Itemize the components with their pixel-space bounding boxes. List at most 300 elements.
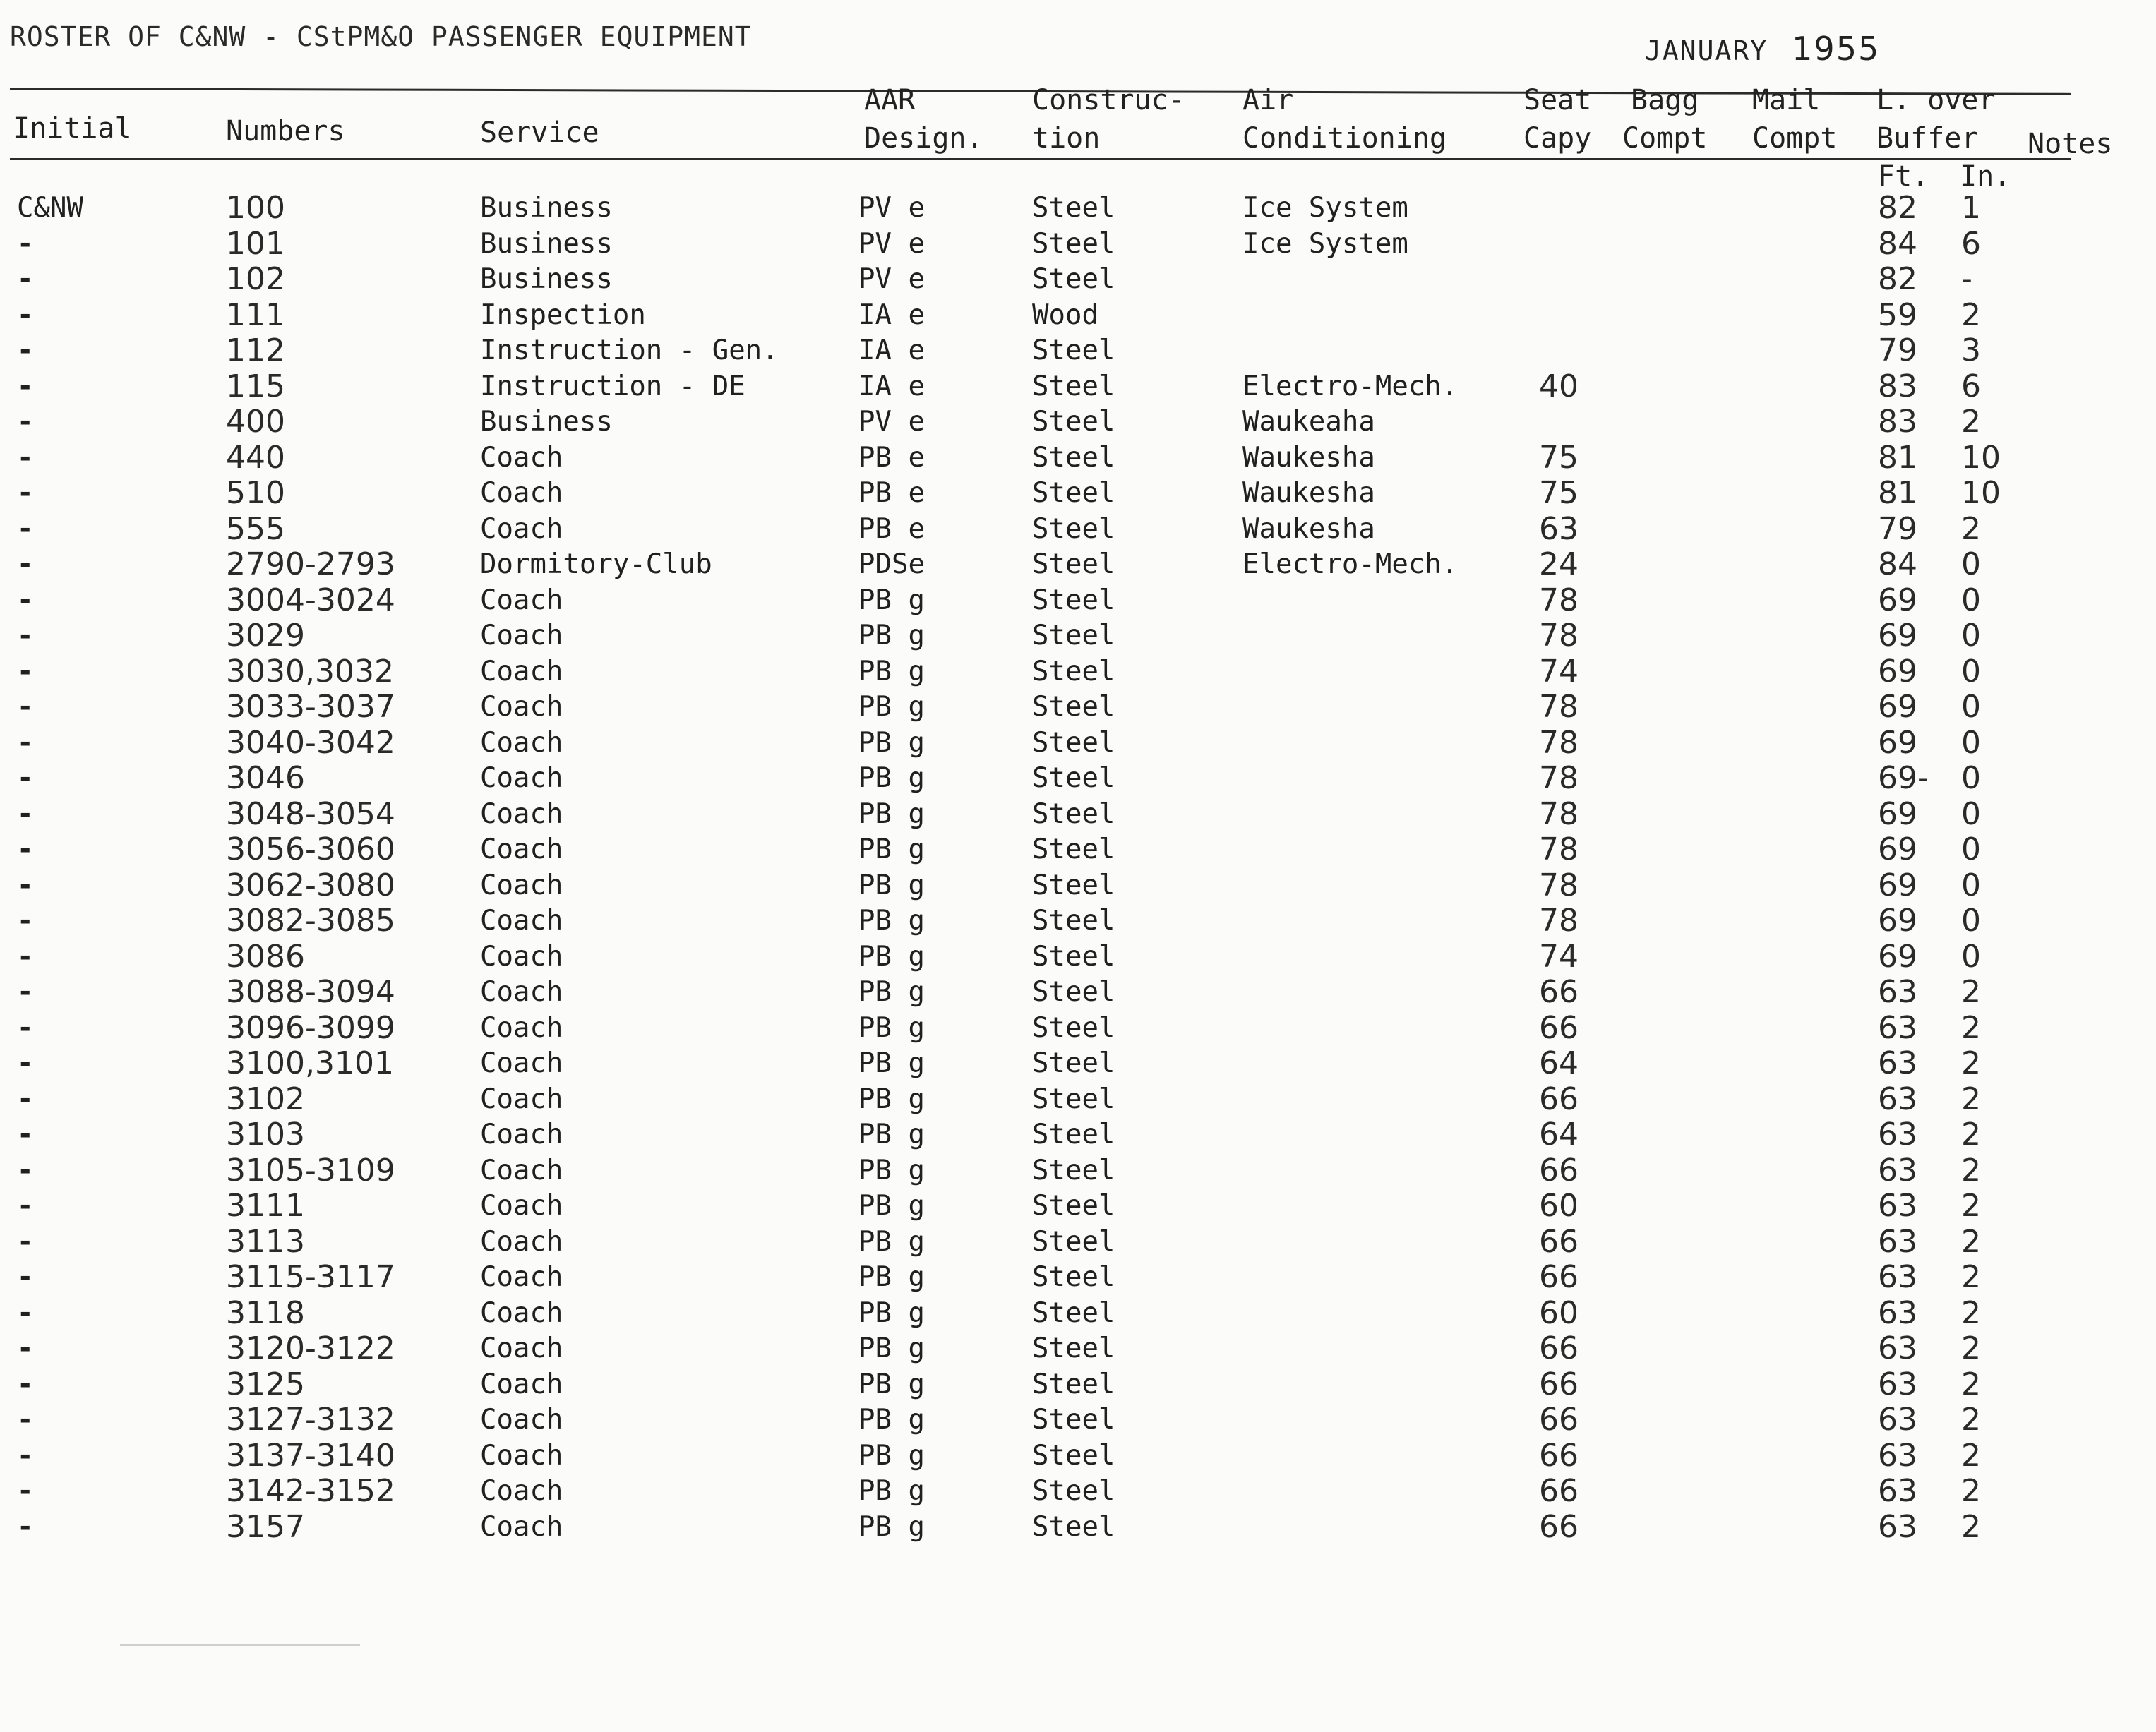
cell-initial: - bbox=[17, 620, 34, 651]
cell-length-in: 0 bbox=[1961, 831, 1981, 867]
cell-seat-capacity: 66 bbox=[1539, 1081, 1579, 1117]
cell-service: Coach bbox=[480, 1119, 563, 1150]
cell-service: Inspection bbox=[480, 299, 646, 331]
cell-initial: - bbox=[17, 1083, 34, 1115]
cell-initial: - bbox=[17, 1119, 34, 1150]
cell-seat-capacity: 64 bbox=[1539, 1045, 1579, 1081]
cell-service: Coach bbox=[480, 655, 563, 687]
table-row bbox=[0, 868, 2156, 903]
cell-aar-design: PB g bbox=[858, 1475, 925, 1507]
cell-numbers: 3103 bbox=[226, 1117, 305, 1153]
cell-aar-design: PB g bbox=[858, 762, 925, 794]
cell-numbers: 115 bbox=[226, 368, 285, 404]
cell-length-in: 0 bbox=[1961, 546, 1981, 582]
cell-construction: Steel bbox=[1032, 1510, 1115, 1543]
cell-numbers: 111 bbox=[226, 296, 285, 333]
cell-seat-capacity: 74 bbox=[1539, 653, 1579, 690]
table-row bbox=[0, 726, 2156, 761]
table-row bbox=[0, 227, 2156, 262]
cell-service: Coach bbox=[480, 512, 563, 545]
table-row bbox=[0, 547, 2156, 582]
cell-aar-design: PB g bbox=[858, 584, 925, 616]
cell-numbers: 3118 bbox=[226, 1294, 305, 1331]
table-row bbox=[0, 654, 2156, 690]
cell-service: Business bbox=[480, 227, 613, 260]
header-seat-1: Seat bbox=[1523, 84, 1592, 116]
cell-length-ft: 63 bbox=[1878, 1081, 1917, 1117]
cell-aar-design: PV e bbox=[858, 263, 925, 295]
cell-numbers: 3125 bbox=[226, 1366, 305, 1402]
cell-aar-design: PB g bbox=[858, 1083, 925, 1115]
cell-initial: - bbox=[17, 227, 34, 260]
cell-initial: - bbox=[17, 1510, 34, 1543]
cell-aar-design: PB g bbox=[858, 976, 925, 1008]
cell-numbers: 3102 bbox=[226, 1081, 305, 1117]
cell-numbers: 3105-3109 bbox=[226, 1152, 395, 1189]
cell-construction: Steel bbox=[1032, 1404, 1115, 1436]
table-row bbox=[0, 975, 2156, 1010]
header-mail-2: Compt bbox=[1752, 122, 1838, 155]
cell-aar-design: PB g bbox=[858, 1154, 925, 1186]
cell-construction: Steel bbox=[1032, 620, 1115, 651]
cell-initial: - bbox=[17, 1190, 34, 1222]
cell-length-ft: 82 bbox=[1878, 261, 1917, 297]
cell-air-conditioning: Waukesha bbox=[1242, 512, 1375, 545]
cell-aar-design: PB g bbox=[858, 1119, 925, 1150]
cell-construction: Steel bbox=[1032, 976, 1115, 1008]
cell-length-ft: 81 bbox=[1878, 439, 1917, 476]
cell-length-ft: 63 bbox=[1878, 1508, 1917, 1545]
cell-construction: Steel bbox=[1032, 691, 1115, 723]
cell-numbers: 101 bbox=[226, 225, 285, 262]
cell-length-ft: 84 bbox=[1878, 225, 1917, 262]
cell-aar-design: PB g bbox=[858, 655, 925, 687]
cell-initial: - bbox=[17, 263, 34, 295]
cell-air-conditioning: Waukesha bbox=[1242, 441, 1375, 474]
cell-service: Instruction - Gen. bbox=[480, 335, 779, 366]
cell-construction: Steel bbox=[1032, 1047, 1115, 1079]
table-row bbox=[0, 1510, 2156, 1545]
cell-length-in: 0 bbox=[1961, 653, 1981, 690]
header-length-ft: Ft. bbox=[1878, 160, 1929, 193]
cell-initial: - bbox=[17, 335, 34, 366]
cell-service: Dormitory-Club bbox=[480, 548, 712, 580]
cell-length-in: 2 bbox=[1961, 1152, 1981, 1189]
cell-seat-capacity: 78 bbox=[1539, 903, 1579, 939]
cell-initial: - bbox=[17, 477, 34, 509]
header-notes: Notes bbox=[2028, 128, 2113, 160]
cell-length-in: 2 bbox=[1961, 296, 1981, 333]
cell-initial: - bbox=[17, 406, 34, 438]
cell-length-in: 2 bbox=[1961, 404, 1981, 440]
cell-length-in: 2 bbox=[1961, 1223, 1981, 1260]
table-row bbox=[0, 1153, 2156, 1189]
table-row bbox=[0, 369, 2156, 404]
cell-numbers: 3086 bbox=[226, 938, 305, 975]
header-construction-2: tion bbox=[1032, 122, 1101, 155]
cell-air-conditioning: Ice System bbox=[1242, 227, 1408, 260]
cell-construction: Steel bbox=[1032, 1154, 1115, 1186]
cell-aar-design: IA e bbox=[858, 335, 925, 366]
cell-numbers: 3056-3060 bbox=[226, 831, 395, 867]
cell-length-in: 2 bbox=[1961, 1259, 1981, 1295]
cell-length-ft: 63 bbox=[1878, 1437, 1917, 1474]
cell-air-conditioning: Electro-Mech. bbox=[1242, 370, 1459, 402]
cell-construction: Steel bbox=[1032, 1119, 1115, 1150]
cell-length-in: 0 bbox=[1961, 724, 1981, 761]
cell-initial: - bbox=[17, 1047, 34, 1079]
cell-construction: Steel bbox=[1032, 512, 1115, 545]
cell-service: Coach bbox=[480, 1439, 563, 1472]
header-seat-2: Capy bbox=[1523, 122, 1592, 155]
cell-length-in: 0 bbox=[1961, 582, 1981, 618]
cell-initial: - bbox=[17, 1011, 34, 1044]
cell-numbers: 3113 bbox=[226, 1223, 305, 1260]
cell-length-ft: 69 bbox=[1878, 724, 1917, 761]
document-title: ROSTER OF C&NW - CStPM&O PASSENGER EQUIPMENT bbox=[10, 21, 752, 52]
cell-initial: - bbox=[17, 1225, 34, 1258]
cell-seat-capacity: 66 bbox=[1539, 1437, 1579, 1474]
cell-initial: C&NW bbox=[17, 192, 83, 224]
cell-initial: - bbox=[17, 798, 34, 830]
cell-aar-design: PB g bbox=[858, 1404, 925, 1436]
cell-initial: - bbox=[17, 512, 34, 545]
cell-initial: - bbox=[17, 299, 34, 331]
cell-length-ft: 63 bbox=[1878, 1473, 1917, 1509]
table-row bbox=[0, 1082, 2156, 1117]
cell-initial: - bbox=[17, 1333, 34, 1364]
cell-seat-capacity: 66 bbox=[1539, 1223, 1579, 1260]
table-row bbox=[0, 1189, 2156, 1224]
cell-numbers: 102 bbox=[226, 261, 285, 297]
cell-service: Coach bbox=[480, 798, 563, 830]
cell-length-ft: 63 bbox=[1878, 1259, 1917, 1295]
cell-length-ft: 63 bbox=[1878, 1294, 1917, 1331]
cell-service: Coach bbox=[480, 869, 563, 901]
table-row bbox=[0, 191, 2156, 226]
cell-service: Coach bbox=[480, 1154, 563, 1186]
cell-service: Coach bbox=[480, 1510, 563, 1543]
cell-initial: - bbox=[17, 726, 34, 759]
cell-numbers: 3030,3032 bbox=[226, 653, 394, 690]
cell-construction: Steel bbox=[1032, 1083, 1115, 1115]
cell-length-in: 2 bbox=[1961, 510, 1981, 547]
cell-service: Coach bbox=[480, 584, 563, 616]
cell-service: Coach bbox=[480, 1011, 563, 1044]
header-air-1: Air bbox=[1242, 84, 1294, 116]
header-length-2: Buffer bbox=[1876, 122, 1979, 155]
cell-service: Coach bbox=[480, 1225, 563, 1258]
cell-aar-design: PB g bbox=[858, 620, 925, 651]
cell-construction: Steel bbox=[1032, 441, 1115, 474]
cell-length-ft: 69 bbox=[1878, 938, 1917, 975]
cell-length-ft: 69 bbox=[1878, 653, 1917, 690]
table-row bbox=[0, 440, 2156, 476]
header-aar-2: Design. bbox=[864, 122, 983, 155]
header-bagg-1: Bagg bbox=[1631, 84, 1699, 116]
cell-length-ft: 81 bbox=[1878, 475, 1917, 511]
cell-length-ft: 63 bbox=[1878, 1402, 1917, 1438]
cell-numbers: 400 bbox=[226, 404, 285, 440]
cell-service: Coach bbox=[480, 762, 563, 794]
cell-initial: - bbox=[17, 869, 34, 901]
cell-length-in: 0 bbox=[1961, 689, 1981, 725]
cell-length-ft: 79 bbox=[1878, 510, 1917, 547]
cell-service: Coach bbox=[480, 1047, 563, 1079]
cell-length-ft: 69 bbox=[1878, 618, 1917, 654]
cell-construction: Steel bbox=[1032, 1297, 1115, 1329]
cell-length-in: 2 bbox=[1961, 1366, 1981, 1402]
cell-air-conditioning: Waukesha bbox=[1242, 477, 1375, 509]
cell-length-ft: 79 bbox=[1878, 332, 1917, 368]
cell-length-ft: 63 bbox=[1878, 1045, 1917, 1081]
cell-initial: - bbox=[17, 1439, 34, 1472]
cell-aar-design: PB g bbox=[858, 1261, 925, 1293]
cell-service: Coach bbox=[480, 441, 563, 474]
cell-length-in: 2 bbox=[1961, 1473, 1981, 1509]
cell-aar-design: PB g bbox=[858, 1297, 925, 1329]
header-bottom-rule bbox=[10, 158, 2071, 160]
cell-construction: Steel bbox=[1032, 1439, 1115, 1472]
cell-aar-design: PB g bbox=[858, 834, 925, 865]
cell-length-in: 2 bbox=[1961, 1081, 1981, 1117]
cell-service: Coach bbox=[480, 1368, 563, 1400]
cell-aar-design: PB g bbox=[858, 940, 925, 973]
cell-aar-design: PV e bbox=[858, 227, 925, 260]
cell-aar-design: PV e bbox=[858, 406, 925, 438]
table-row bbox=[0, 797, 2156, 832]
cell-initial: - bbox=[17, 548, 34, 580]
cell-length-ft: 69 bbox=[1878, 795, 1917, 832]
cell-air-conditioning: Waukeaha bbox=[1242, 406, 1375, 438]
cell-initial: - bbox=[17, 976, 34, 1008]
cell-construction: Steel bbox=[1032, 263, 1115, 295]
cell-aar-design: PB e bbox=[858, 512, 925, 545]
date-year: 1955 bbox=[1792, 30, 1881, 68]
cell-aar-design: PB g bbox=[858, 1333, 925, 1364]
cell-construction: Steel bbox=[1032, 406, 1115, 438]
cell-service: Coach bbox=[480, 1083, 563, 1115]
cell-service: Coach bbox=[480, 1261, 563, 1293]
cell-length-in: 0 bbox=[1961, 867, 1981, 903]
cell-initial: - bbox=[17, 370, 34, 402]
cell-seat-capacity: 63 bbox=[1539, 510, 1579, 547]
cell-length-ft: 63 bbox=[1878, 1152, 1917, 1189]
cell-seat-capacity: 78 bbox=[1539, 867, 1579, 903]
table-row bbox=[0, 262, 2156, 297]
cell-construction: Steel bbox=[1032, 192, 1115, 224]
cell-seat-capacity: 66 bbox=[1539, 1330, 1579, 1366]
header-construction-1: Construc- bbox=[1032, 84, 1185, 116]
cell-length-ft: 63 bbox=[1878, 1188, 1917, 1224]
cell-aar-design: PB g bbox=[858, 1439, 925, 1472]
cell-seat-capacity: 66 bbox=[1539, 1366, 1579, 1402]
cell-service: Coach bbox=[480, 976, 563, 1008]
table-row bbox=[0, 1117, 2156, 1153]
table-row bbox=[0, 298, 2156, 333]
header-numbers: Numbers bbox=[226, 115, 345, 148]
table-row bbox=[0, 1225, 2156, 1260]
cell-length-ft: 69- bbox=[1878, 760, 1929, 796]
header-bagg-2: Compt bbox=[1622, 122, 1708, 155]
cell-length-in: 10 bbox=[1961, 439, 2001, 476]
cell-length-in: 2 bbox=[1961, 1009, 1981, 1046]
cell-seat-capacity: 78 bbox=[1539, 724, 1579, 761]
cell-numbers: 555 bbox=[226, 510, 285, 547]
cell-initial: - bbox=[17, 691, 34, 723]
cell-seat-capacity: 78 bbox=[1539, 582, 1579, 618]
faint-rule bbox=[120, 1644, 360, 1646]
table-row bbox=[0, 1474, 2156, 1509]
cell-initial: - bbox=[17, 1475, 34, 1507]
cell-service: Instruction - DE bbox=[480, 370, 745, 402]
cell-numbers: 3062-3080 bbox=[226, 867, 395, 903]
cell-initial: - bbox=[17, 1368, 34, 1400]
cell-numbers: 3111 bbox=[226, 1188, 305, 1224]
cell-initial: - bbox=[17, 655, 34, 687]
cell-length-ft: 63 bbox=[1878, 1330, 1917, 1366]
cell-numbers: 3004-3024 bbox=[226, 582, 395, 618]
cell-service: Coach bbox=[480, 940, 563, 973]
cell-seat-capacity: 64 bbox=[1539, 1117, 1579, 1153]
cell-length-ft: 63 bbox=[1878, 1223, 1917, 1260]
cell-aar-design: PDSe bbox=[858, 548, 925, 580]
cell-seat-capacity: 66 bbox=[1539, 1009, 1579, 1046]
table-row bbox=[0, 761, 2156, 796]
cell-length-in: 2 bbox=[1961, 974, 1981, 1010]
cell-service: Coach bbox=[480, 620, 563, 651]
cell-numbers: 3082-3085 bbox=[226, 903, 395, 939]
cell-aar-design: PB e bbox=[858, 477, 925, 509]
header-aar-1: AAR bbox=[864, 84, 916, 116]
cell-construction: Steel bbox=[1032, 655, 1115, 687]
cell-length-in: - bbox=[1961, 261, 1972, 297]
header-mail-1: Mail bbox=[1752, 84, 1821, 116]
cell-numbers: 510 bbox=[226, 475, 285, 511]
cell-construction: Steel bbox=[1032, 1261, 1115, 1293]
header-length-1: L. over bbox=[1876, 84, 1996, 116]
cell-seat-capacity: 78 bbox=[1539, 795, 1579, 832]
cell-construction: Steel bbox=[1032, 940, 1115, 973]
cell-construction: Steel bbox=[1032, 834, 1115, 865]
cell-length-in: 2 bbox=[1961, 1045, 1981, 1081]
cell-initial: - bbox=[17, 834, 34, 865]
table-row bbox=[0, 618, 2156, 654]
cell-length-in: 3 bbox=[1961, 332, 1981, 368]
cell-length-ft: 63 bbox=[1878, 974, 1917, 1010]
table-row bbox=[0, 1296, 2156, 1331]
cell-service: Coach bbox=[480, 477, 563, 509]
cell-seat-capacity: 78 bbox=[1539, 618, 1579, 654]
cell-construction: Steel bbox=[1032, 1225, 1115, 1258]
cell-numbers: 3048-3054 bbox=[226, 795, 395, 832]
cell-aar-design: PB g bbox=[858, 905, 925, 937]
cell-construction: Steel bbox=[1032, 1475, 1115, 1507]
cell-numbers: 3096-3099 bbox=[226, 1009, 395, 1046]
cell-seat-capacity: 24 bbox=[1539, 546, 1579, 582]
cell-service: Coach bbox=[480, 1297, 563, 1329]
cell-initial: - bbox=[17, 905, 34, 937]
cell-aar-design: PB g bbox=[858, 726, 925, 759]
cell-service: Business bbox=[480, 192, 613, 224]
table-row bbox=[0, 832, 2156, 867]
cell-seat-capacity: 78 bbox=[1539, 760, 1579, 796]
cell-length-ft: 69 bbox=[1878, 903, 1917, 939]
cell-length-ft: 82 bbox=[1878, 190, 1917, 226]
cell-length-ft: 63 bbox=[1878, 1117, 1917, 1153]
cell-construction: Steel bbox=[1032, 1333, 1115, 1364]
cell-initial: - bbox=[17, 762, 34, 794]
cell-length-in: 6 bbox=[1961, 225, 1981, 262]
cell-construction: Steel bbox=[1032, 548, 1115, 580]
header-length-in: In. bbox=[1960, 160, 2011, 193]
table-row bbox=[0, 1367, 2156, 1402]
cell-aar-design: IA e bbox=[858, 370, 925, 402]
table-row bbox=[0, 903, 2156, 939]
cell-seat-capacity: 66 bbox=[1539, 1508, 1579, 1545]
cell-air-conditioning: Ice System bbox=[1242, 192, 1408, 224]
cell-length-ft: 83 bbox=[1878, 404, 1917, 440]
cell-length-ft: 69 bbox=[1878, 582, 1917, 618]
cell-construction: Steel bbox=[1032, 227, 1115, 260]
cell-construction: Steel bbox=[1032, 1368, 1115, 1400]
table-row bbox=[0, 404, 2156, 440]
header-air-2: Conditioning bbox=[1242, 122, 1447, 155]
table-row bbox=[0, 1046, 2156, 1081]
cell-numbers: 3120-3122 bbox=[226, 1330, 395, 1366]
cell-initial: - bbox=[17, 1154, 34, 1186]
cell-service: Coach bbox=[480, 1404, 563, 1436]
cell-service: Business bbox=[480, 263, 613, 295]
header-service: Service bbox=[480, 116, 599, 149]
cell-initial: - bbox=[17, 584, 34, 616]
cell-aar-design: PB g bbox=[858, 1225, 925, 1258]
cell-seat-capacity: 40 bbox=[1539, 368, 1579, 404]
cell-length-in: 2 bbox=[1961, 1437, 1981, 1474]
cell-initial: - bbox=[17, 441, 34, 474]
table-row bbox=[0, 1438, 2156, 1474]
cell-length-in: 6 bbox=[1961, 368, 1981, 404]
cell-seat-capacity: 75 bbox=[1539, 439, 1579, 476]
table-row bbox=[0, 939, 2156, 975]
table-row bbox=[0, 1331, 2156, 1366]
table-row bbox=[0, 476, 2156, 511]
table-row bbox=[0, 333, 2156, 368]
cell-aar-design: PB g bbox=[858, 1011, 925, 1044]
cell-construction: Steel bbox=[1032, 905, 1115, 937]
cell-aar-design: PB g bbox=[858, 1368, 925, 1400]
cell-aar-design: PB g bbox=[858, 798, 925, 830]
cell-length-ft: 59 bbox=[1878, 296, 1917, 333]
cell-length-ft: 83 bbox=[1878, 368, 1917, 404]
cell-construction: Steel bbox=[1032, 726, 1115, 759]
cell-construction: Steel bbox=[1032, 762, 1115, 794]
cell-aar-design: PV e bbox=[858, 192, 925, 224]
cell-length-in: 0 bbox=[1961, 760, 1981, 796]
cell-seat-capacity: 78 bbox=[1539, 689, 1579, 725]
cell-service: Coach bbox=[480, 834, 563, 865]
cell-numbers: 2790-2793 bbox=[226, 546, 395, 582]
cell-numbers: 3100,3101 bbox=[226, 1045, 394, 1081]
cell-length-in: 0 bbox=[1961, 938, 1981, 975]
cell-construction: Steel bbox=[1032, 477, 1115, 509]
cell-aar-design: PB g bbox=[858, 1047, 925, 1079]
cell-length-in: 2 bbox=[1961, 1294, 1981, 1331]
table-row bbox=[0, 1011, 2156, 1046]
cell-length-in: 2 bbox=[1961, 1402, 1981, 1438]
cell-initial: - bbox=[17, 1261, 34, 1293]
cell-length-in: 0 bbox=[1961, 795, 1981, 832]
